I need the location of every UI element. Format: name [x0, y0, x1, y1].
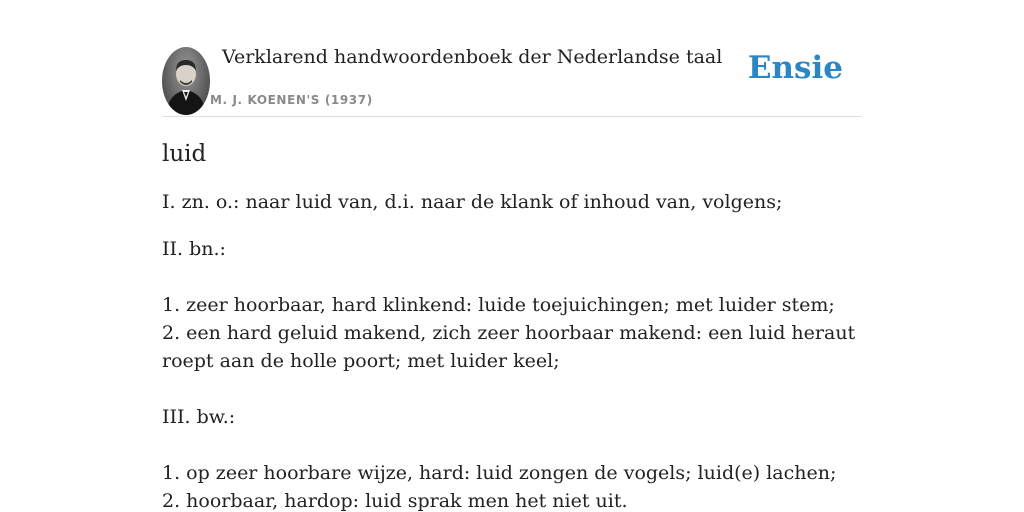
definition-sense-2-item-1: 1. zeer hoorbaar, hard klinkend: luide toejuichingen; met luider stem;: [162, 294, 835, 316]
definition-sense-3-item-2: 2. hoorbaar, hardop: luid sprak men het niet uit.: [162, 490, 628, 512]
entry-definition: [162, 188, 862, 512]
definition-spacer: [162, 431, 862, 459]
author-portrait-icon: [162, 47, 210, 115]
definition-sense-3-label: III. bw.:: [162, 406, 236, 428]
dictionary-title: Verklarend handwoordenboek der Nederlandse taal: [222, 46, 723, 68]
definition-spacer: [162, 263, 862, 291]
page: [162, 0, 862, 512]
entry-headword: luid: [162, 141, 207, 167]
definition-sense-2-label: II. bn.:: [162, 238, 226, 260]
ensie-logo-link[interactable]: Ensie: [747, 50, 843, 86]
dictionary-author: M. J. KOENEN'S (1937): [210, 93, 373, 107]
site-header: [162, 0, 862, 117]
definition-sense-1: I. zn. o.: naar luid van, d.i. naar de klank of inhoud van, volgens;: [162, 191, 783, 213]
dictionary-entry: [162, 138, 862, 512]
definition-sense-2-item-2: 2. een hard geluid makend, zich zeer hoorbaar makend: een luid heraut roept aan de holle poort; met luider keel;: [162, 322, 856, 372]
definition-sense-3-item-1: 1. op zeer hoorbare wijze, hard: luid zongen de vogels; luid(e) lachen;: [162, 462, 837, 484]
definition-spacer: [162, 375, 862, 403]
